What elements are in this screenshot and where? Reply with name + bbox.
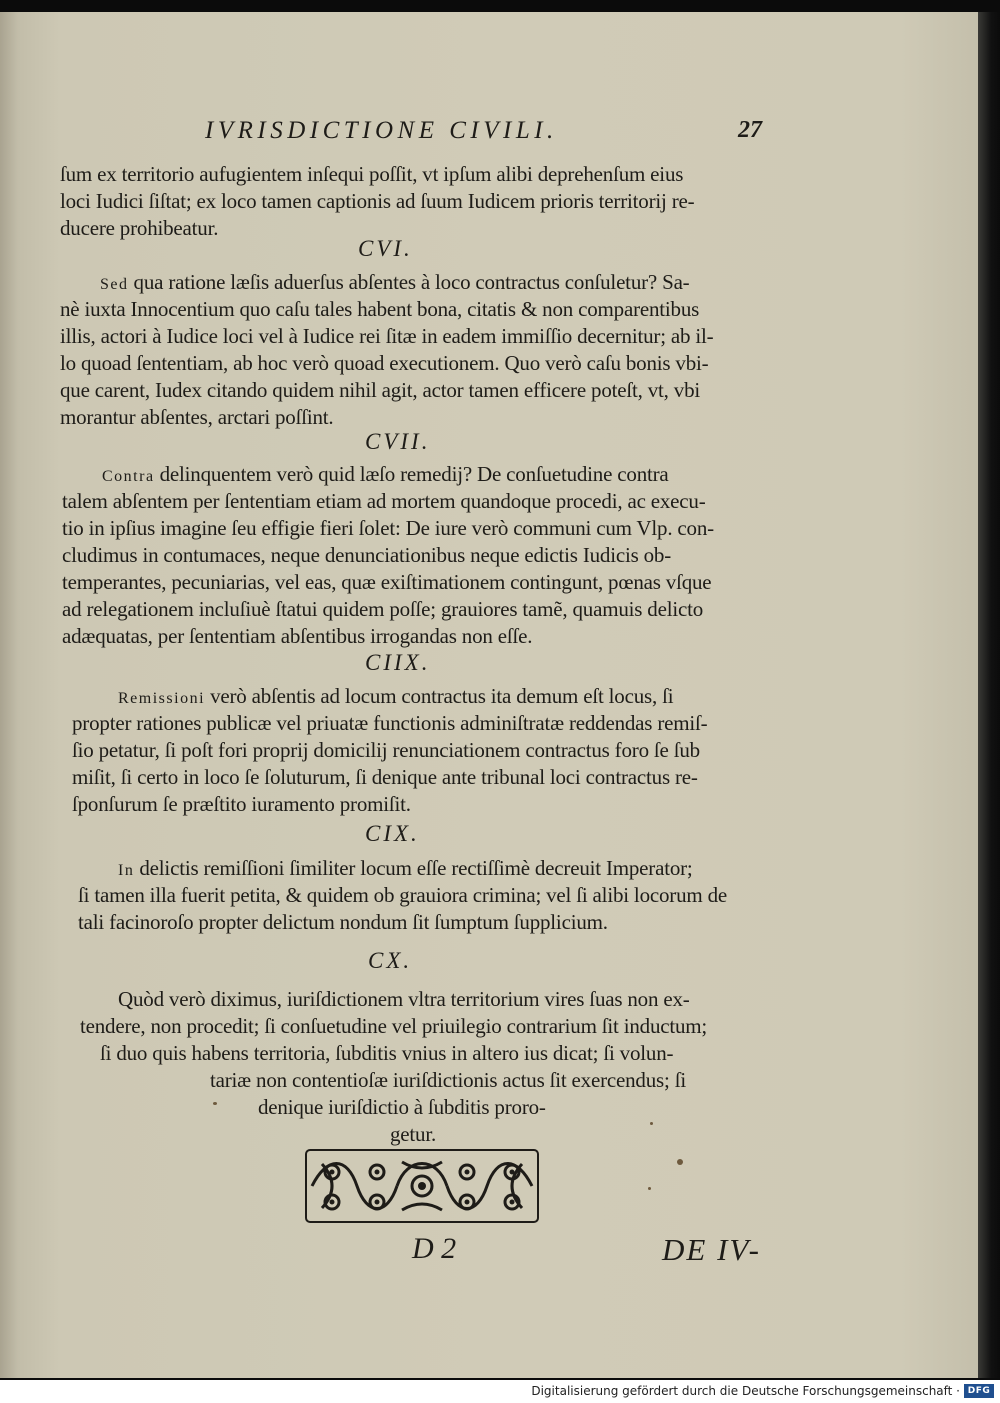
text-line: temperantes, pecuniarias, vel eas, quæ exiſtimationem contingunt, pœnas vſque	[62, 570, 712, 594]
page-number: 27	[738, 117, 762, 143]
text-line: tendere, non procedit; ſi conſuetudine vel priuilegio contrarium ſit inductum;	[80, 1014, 708, 1038]
text-line: Quòd verò diximus, iuriſdictionem vltra territorium vires ſuas non ex-	[118, 987, 690, 1011]
book-page	[0, 12, 978, 1378]
text-line	[118, 856, 693, 881]
text-line: lo quoad ſententiam, ab hoc verò quoad executionem. Quo verò caſu bonis vbi-	[60, 351, 709, 375]
floral-ornament-icon	[302, 1144, 542, 1228]
section-heading: CX.	[368, 948, 413, 973]
initial-word: In	[118, 862, 135, 879]
initial-word: Contra	[102, 468, 155, 485]
text-line: ſi duo quis habens territoria, ſubditis vnius in altero ius dicat; ſi volun-	[100, 1041, 674, 1065]
text-line: ſponſurum ſe præſtito iuramento promiſit.	[72, 792, 411, 816]
line-text: verò abſentis ad locum contractus ita demum eſt locus, ſi	[205, 684, 674, 708]
foxing-spot	[213, 1102, 217, 1105]
text-line	[118, 684, 673, 709]
text-line: ducere prohibeatur.	[60, 216, 219, 240]
text-line: denique iuriſdictio à ſubditis proro-	[258, 1095, 546, 1119]
text-line	[100, 270, 689, 295]
section-heading: CIX.	[365, 821, 420, 846]
section-heading: CVI.	[358, 236, 413, 261]
text-line: ſio petatur, ſi poſt fori proprij domicilij renunciationem contractus foro ſe ſub	[72, 738, 700, 762]
signature-mark: D 2	[412, 1232, 457, 1265]
text-line: adæquatas, per ſententiam abſentibus irrogandas non eſſe.	[62, 624, 533, 648]
text-line: ſi tamen illa fuerit petita, & quidem ob grauiora crimina; vel ſi alibi locorum de	[78, 883, 727, 907]
section-heading: CIIX.	[365, 650, 431, 675]
foxing-spot	[677, 1159, 683, 1165]
line-text: delictis remiſſioni ſimiliter locum eſſe rectiſſimè decreuit Imperator;	[134, 856, 693, 880]
line-text: qua ratione læſis aduerſus abſentes à loco contractus conſuletur? Sa-	[128, 270, 690, 294]
line-text: delinquentem verò quid læſo remedij? De conſuetudine contra	[154, 462, 669, 486]
text-line: tali facinoroſo propter delictum nondum ſit ſumptum ſupplicium.	[78, 910, 608, 934]
text-line: miſit, ſi certo in loco ſe ſoluturum, ſi denique ante tribunal loci contractus re-	[72, 765, 698, 789]
section-heading: CVII.	[365, 429, 431, 454]
text-line: talem abſentem per ſententiam etiam ad mortem quandoque procedi, ac execu-	[62, 489, 706, 513]
funding-credit: Digitalisierung gefördert durch die Deutsche Forschungsgemeinschaft ·	[531, 1384, 960, 1398]
running-head: IVRISDICTIONE CIVILI.	[205, 117, 558, 144]
text-line: getur.	[390, 1122, 437, 1146]
text-line: que carent, Iudex citando quidem nihil agit, actor tamen efficere poteſt, vt, vbi	[60, 378, 701, 402]
text-line: ſum ex territorio aufugientem inſequi poſſit, vt ipſum alibi deprehenſum eius	[60, 162, 684, 186]
text-line: cludimus in contumaces, neque denunciationibus neque edictis Iudicis ob-	[62, 543, 672, 567]
foxing-spot	[650, 1122, 653, 1125]
text-line: morantur abſentes, arctari poſſint.	[60, 405, 334, 429]
text-line: tariæ non contentioſæ iuriſdictionis actus ſit exercendus; ſi	[210, 1068, 686, 1092]
dfg-logo-icon: DFG	[964, 1384, 994, 1398]
text-line: ad relegationem incluſiuè ſtatui quidem poſſe; grauiores tamẽ, quamuis delicto	[62, 597, 704, 621]
text-line: propter rationes publicæ vel priuatæ functionis adminiſtratæ reddendas remiſ-	[72, 711, 708, 735]
text-line: illis, actori à Iudice loci vel à Iudice rei ſitæ in eadem immiſſio decernitur; ab il-	[60, 324, 714, 348]
text-line: tio in ipſius imagine ſeu effigie fieri ſolet: De iure verò communi cum Vlp. con-	[62, 516, 714, 540]
initial-word: Sed	[100, 276, 129, 293]
catchword: DE IV-	[662, 1232, 761, 1267]
initial-word: Remissioni	[118, 690, 206, 707]
page-edge-shadow	[978, 12, 1000, 1378]
text-line: loci Iudici ſiſtat; ex loco tamen captionis ad ſuum Iudicem prioris territorij re-	[60, 189, 695, 213]
text-line: nè iuxta Innocentium quo caſu tales habent bona, citatis & non comparentibus	[60, 297, 700, 321]
foxing-spot	[648, 1187, 651, 1190]
text-line	[102, 462, 669, 487]
